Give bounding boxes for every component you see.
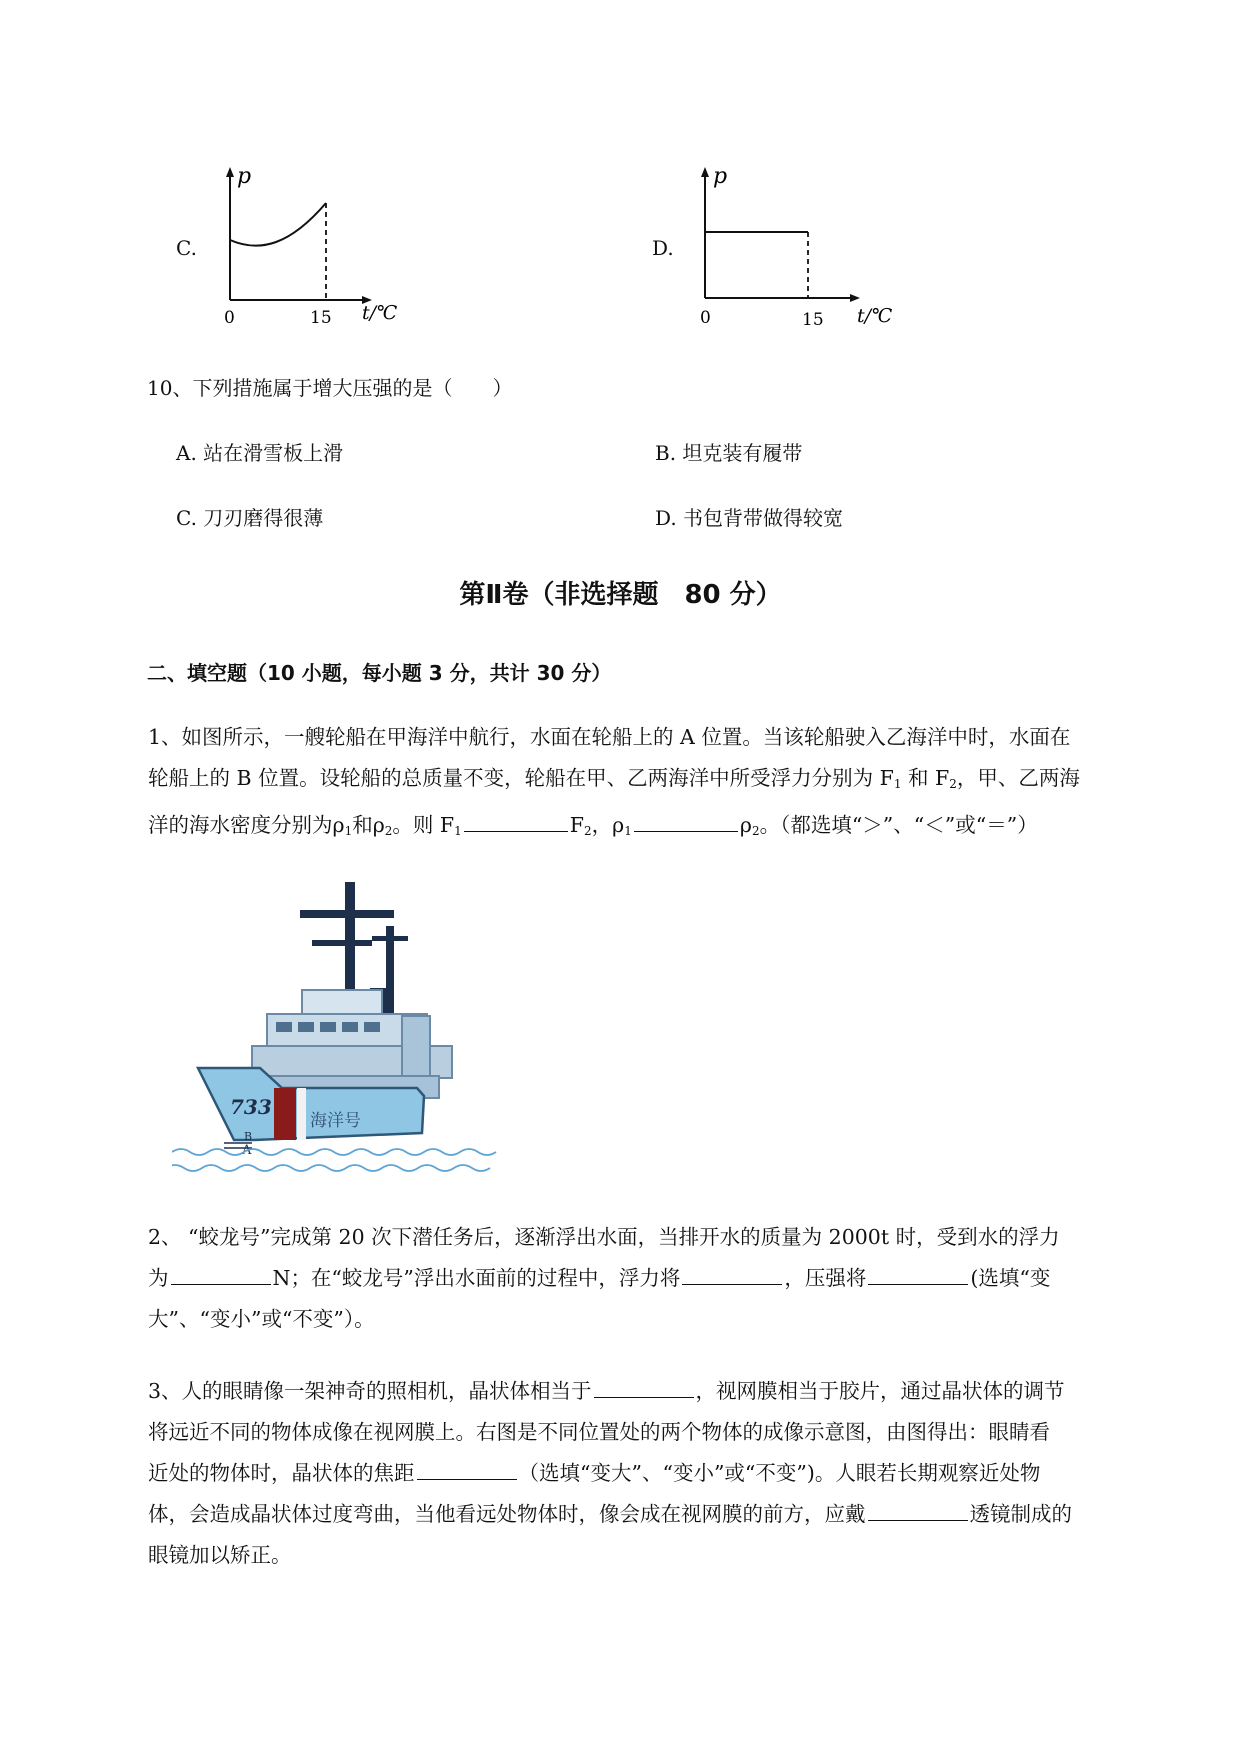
graph-d-x-arrow xyxy=(850,294,860,302)
funnel xyxy=(402,1016,430,1076)
q1-text xyxy=(148,717,1150,852)
q2-blank-2[interactable] xyxy=(682,1260,782,1285)
graph-c-x-label: t/℃ xyxy=(362,302,398,324)
mast-yard xyxy=(300,910,394,918)
bridge-top xyxy=(302,990,382,1016)
q1-line-3: 洋的海水密度分别为$\rho_1$和$\rho_2$。则 $F_1$ $F_2$，$\rho_1$ $\rho_2$。（都选填“＞”、“＜”或“＝”） xyxy=(148,805,1150,852)
q10-option-b: B. 坦克装有履带 xyxy=(655,441,803,465)
q10-option-c: C. 刀刃磨得很薄 xyxy=(176,506,324,530)
q1-line-1: 1、如图所示，一艘轮船在甲海洋中航行，水面在轮船上的 A 位置。当该轮船驶入乙海洋中时，水面在 xyxy=(148,725,1071,749)
wave-line-1 xyxy=(172,1149,496,1155)
q2-text xyxy=(148,1217,1150,1340)
graph-c xyxy=(210,165,410,325)
q1-blank-2[interactable] xyxy=(634,807,738,832)
q2-blank-3[interactable] xyxy=(868,1260,968,1285)
q3-line-3: 近处的物体时，晶状体的焦距 （选填“变大”、“变小”或“不变”)。人眼若长期观察近处物 xyxy=(148,1453,1150,1494)
q3-line-4: 体，会造成晶状体过度弯曲，当他看远处物体时，像会成在视网膜的前方，应戴 透镜制成的 xyxy=(148,1494,1150,1535)
graph-c-y-label: p xyxy=(237,165,252,189)
q10-option-a: A. 站在滑雪板上滑 xyxy=(176,441,344,465)
q2-line-2: 为 N；在“蛟龙号”浮出水面前的过程中，浮力将 ，压强将 (选填“变 xyxy=(148,1258,1150,1299)
hull-stripe xyxy=(274,1088,296,1140)
wave-line-2 xyxy=(172,1165,490,1171)
q3-blank-3[interactable] xyxy=(868,1496,968,1521)
q3-line-5: 眼镜加以矫正。 xyxy=(148,1543,292,1567)
graph-d-y-label: p xyxy=(713,165,728,189)
q3-line-2: 将远近不同的物体成像在视网膜上。右图是不同位置处的两个物体的成像示意图，由图得出：眼睛看 xyxy=(148,1420,1050,1444)
q3-blank-1[interactable] xyxy=(594,1373,694,1398)
option-c-label: C. xyxy=(176,236,197,260)
q3-line-1: 3、人的眼睛像一架神奇的照相机，晶状体相当于 ，视网膜相当于胶片，通过晶状体的调节 xyxy=(148,1371,1150,1412)
q1-line-2: 轮船上的 B 位置。设轮船的总质量不变，轮船在甲、乙两海洋中所受浮力分别为 $F_1$ 和 $F_2$，甲、乙两海 xyxy=(148,766,1080,791)
option-d-label: D. xyxy=(652,236,674,260)
ship-name: 海洋号 xyxy=(310,1111,361,1131)
q10-stem: 10、下列措施属于增大压强的是（ ） xyxy=(147,376,513,400)
graph-d-x-label: t/℃ xyxy=(857,305,893,327)
q3-text xyxy=(148,1371,1150,1576)
ship-illustration xyxy=(172,878,524,1180)
q2-blank-1[interactable] xyxy=(171,1260,271,1285)
graph-c-x-tick: 15 xyxy=(310,308,332,325)
q2-line-1: 2、 “蛟龙号”完成第 20 次下潜任务后，逐渐浮出水面，当排开水的质量为 2000t 时，受到水的浮力 xyxy=(148,1225,1060,1249)
q2-line-3: 大”、“变小”或“不变”）。 xyxy=(148,1307,375,1331)
graph-c-origin: 0 xyxy=(224,308,235,325)
graph-d-x-tick: 15 xyxy=(802,310,824,330)
graph-c-curve xyxy=(230,203,326,246)
graph-d-y-arrow xyxy=(701,167,709,177)
graph-c-y-arrow xyxy=(226,167,234,177)
part2-title: 第Ⅱ卷（非选择题 80 分） xyxy=(459,580,782,610)
section-title: 二、填空题（10 小题，每小题 3 分，共计 30 分） xyxy=(147,661,612,685)
graph-d xyxy=(685,165,905,330)
waterline-mark-b: B xyxy=(244,1130,253,1143)
hull-number: 733 xyxy=(230,1095,272,1119)
waterline-mark-a: A xyxy=(242,1143,252,1158)
graph-d-origin: 0 xyxy=(700,308,711,328)
q3-blank-2[interactable] xyxy=(417,1455,517,1480)
q10-option-d: D. 书包背带做得较宽 xyxy=(655,506,844,530)
q1-blank-1[interactable] xyxy=(464,807,568,832)
